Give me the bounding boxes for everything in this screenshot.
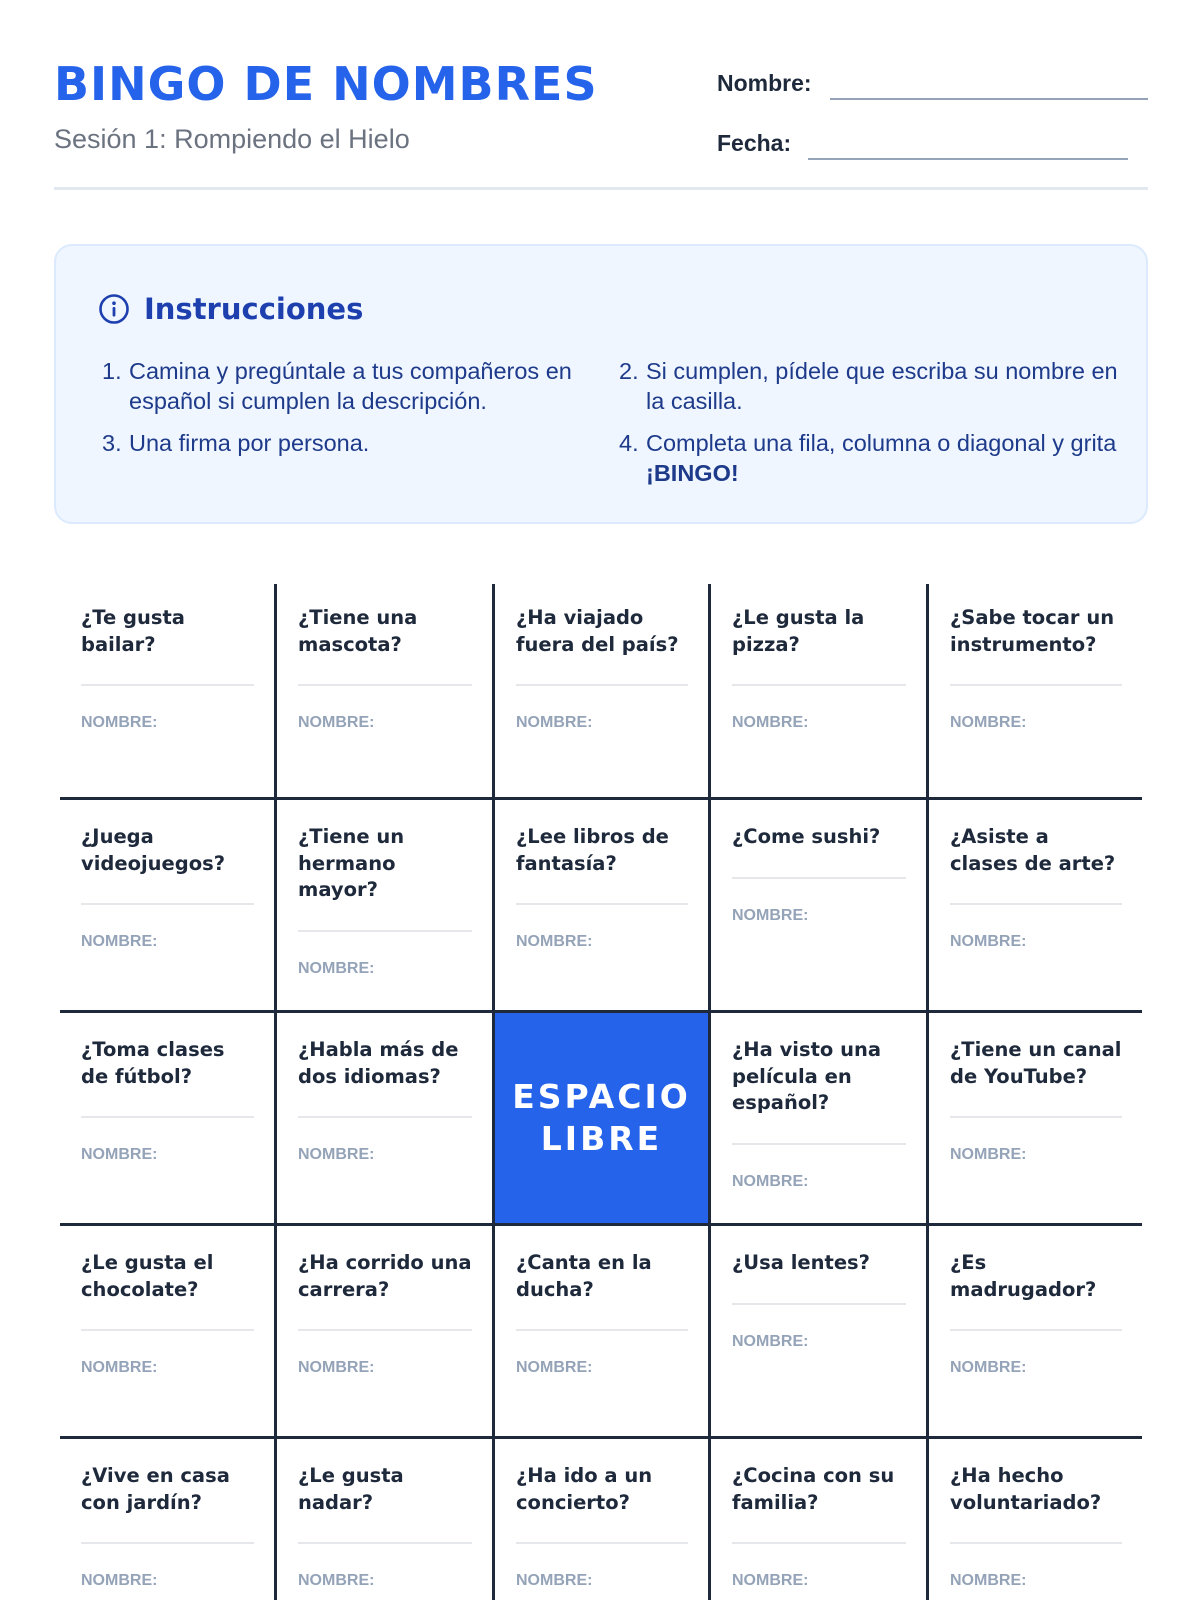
name-signature-field[interactable]: NOMBRE: bbox=[516, 1359, 593, 1376]
bingo-cell[interactable] bbox=[274, 1436, 492, 1600]
bingo-cell[interactable] bbox=[274, 797, 492, 1010]
bingo-question: ¿Ha corrido una carrera? bbox=[298, 1251, 472, 1301]
cell-divider bbox=[732, 1303, 906, 1305]
cell-divider bbox=[81, 1116, 254, 1118]
page-title: BINGO DE NOMBRES bbox=[54, 57, 598, 111]
instruction-text: Si cumplen, pídele que escriba su nombre en la casilla. bbox=[646, 358, 1118, 414]
bingo-question: ¿Juega videojuegos? bbox=[81, 825, 226, 875]
bingo-cell[interactable] bbox=[926, 584, 1142, 797]
bingo-question: ¿Come sushi? bbox=[732, 825, 881, 848]
instructions-title: Instrucciones bbox=[144, 292, 364, 326]
bingo-cell[interactable] bbox=[274, 584, 492, 797]
bingo-emphasis: ¡BINGO! bbox=[646, 460, 739, 486]
name-field[interactable] bbox=[830, 98, 1148, 100]
name-field-label: Nombre: bbox=[717, 70, 812, 96]
bingo-cell[interactable] bbox=[60, 797, 274, 1010]
instruction-text: Una firma por persona. bbox=[129, 430, 370, 456]
name-signature-field[interactable]: NOMBRE: bbox=[298, 1359, 375, 1376]
bingo-cell[interactable] bbox=[492, 797, 708, 1010]
cell-divider bbox=[516, 1329, 688, 1331]
instruction-item bbox=[619, 428, 1119, 488]
bingo-grid bbox=[60, 584, 1142, 1600]
name-signature-field[interactable]: NOMBRE: bbox=[298, 1146, 375, 1163]
bingo-cell[interactable] bbox=[274, 1010, 492, 1223]
cell-divider bbox=[950, 1329, 1122, 1331]
bingo-question: ¿Le gusta la pizza? bbox=[732, 606, 865, 656]
cell-divider bbox=[732, 877, 906, 879]
bingo-question: ¿Tiene un canal de YouTube? bbox=[950, 1038, 1122, 1088]
cell-divider bbox=[298, 684, 472, 686]
bingo-question: ¿Usa lentes? bbox=[732, 1251, 870, 1274]
bingo-question: ¿Cocina con su familia? bbox=[732, 1464, 895, 1514]
name-signature-field[interactable]: NOMBRE: bbox=[950, 1359, 1027, 1376]
name-signature-field[interactable]: NOMBRE: bbox=[732, 1572, 809, 1589]
cell-divider bbox=[732, 1542, 906, 1544]
cell-divider bbox=[950, 684, 1122, 686]
name-signature-field[interactable]: NOMBRE: bbox=[516, 1572, 593, 1589]
cell-divider bbox=[81, 684, 254, 686]
instruction-number: 4. bbox=[619, 430, 639, 456]
name-signature-field[interactable]: NOMBRE: bbox=[732, 906, 809, 924]
cell-divider bbox=[950, 1116, 1122, 1118]
name-signature-field[interactable]: NOMBRE: bbox=[81, 1146, 158, 1163]
name-signature-field[interactable]: NOMBRE: bbox=[516, 933, 593, 950]
name-signature-field[interactable]: NOMBRE: bbox=[950, 933, 1027, 950]
page-subtitle: Sesión 1: Rompiendo el Hielo bbox=[54, 124, 410, 154]
bingo-cell[interactable] bbox=[926, 797, 1142, 1010]
name-signature-field[interactable]: NOMBRE: bbox=[732, 714, 809, 731]
instruction-item bbox=[102, 356, 572, 416]
bingo-cell[interactable] bbox=[492, 584, 708, 797]
bingo-question: ¿Habla más de dos idiomas? bbox=[298, 1038, 459, 1088]
bingo-cell[interactable] bbox=[492, 1436, 708, 1600]
name-signature-field[interactable]: NOMBRE: bbox=[81, 1572, 158, 1589]
cell-divider bbox=[516, 684, 688, 686]
bingo-cell[interactable] bbox=[926, 1436, 1142, 1600]
instruction-number: 3. bbox=[102, 430, 122, 456]
bingo-cell[interactable] bbox=[60, 584, 274, 797]
name-signature-field[interactable]: NOMBRE: bbox=[298, 1572, 375, 1589]
cell-divider bbox=[81, 1542, 254, 1544]
cell-divider bbox=[516, 1542, 688, 1544]
bingo-question: ¿Tiene una mascota? bbox=[298, 606, 418, 656]
instruction-item bbox=[102, 428, 572, 458]
bingo-question: ¿Ha hecho voluntariado? bbox=[950, 1464, 1102, 1514]
instruction-text: Camina y pregúntale a tus compañeros en español si cumplen la descripción. bbox=[129, 358, 572, 414]
name-signature-field[interactable]: NOMBRE: bbox=[81, 1359, 158, 1376]
cell-divider bbox=[516, 903, 688, 905]
bingo-cell[interactable] bbox=[926, 1223, 1142, 1436]
cell-divider bbox=[298, 1329, 472, 1331]
cell-divider bbox=[950, 903, 1122, 905]
name-signature-field[interactable]: NOMBRE: bbox=[516, 714, 593, 731]
bingo-cell[interactable] bbox=[60, 1010, 274, 1223]
name-signature-field[interactable]: NOMBRE: bbox=[298, 959, 375, 977]
instructions-box bbox=[54, 244, 1148, 524]
bingo-cell[interactable] bbox=[274, 1223, 492, 1436]
cell-divider bbox=[950, 1542, 1122, 1544]
name-signature-field[interactable]: NOMBRE: bbox=[950, 714, 1027, 731]
name-signature-field[interactable]: NOMBRE: bbox=[950, 1572, 1027, 1589]
bingo-cell[interactable] bbox=[708, 1436, 926, 1600]
cell-divider bbox=[298, 930, 472, 932]
free-space-cell bbox=[492, 1010, 708, 1223]
name-signature-field[interactable]: NOMBRE: bbox=[732, 1332, 809, 1350]
cell-divider bbox=[81, 903, 254, 905]
date-field[interactable] bbox=[808, 158, 1128, 160]
bingo-question: ¿Lee libros de fantasía? bbox=[516, 825, 669, 875]
instruction-number: 2. bbox=[619, 358, 639, 384]
bingo-question: ¿Canta en la ducha? bbox=[516, 1251, 652, 1301]
header-divider bbox=[54, 187, 1148, 190]
name-signature-field[interactable]: NOMBRE: bbox=[81, 714, 158, 731]
info-icon bbox=[98, 293, 130, 325]
instruction-text: Completa una fila, columna o diagonal y grita bbox=[646, 430, 1117, 456]
name-signature-field[interactable]: NOMBRE: bbox=[81, 933, 158, 950]
bingo-cell[interactable] bbox=[492, 1223, 708, 1436]
cell-divider bbox=[298, 1116, 472, 1118]
bingo-question: ¿Ha ido a un concierto? bbox=[516, 1464, 653, 1514]
bingo-question: ¿Asiste a clases de arte? bbox=[950, 825, 1116, 875]
bingo-question: ¿Tiene un hermano mayor? bbox=[298, 825, 405, 901]
cell-divider bbox=[732, 1143, 906, 1145]
bingo-question: ¿Sabe tocar un instrumento? bbox=[950, 606, 1115, 656]
bingo-cell[interactable] bbox=[708, 584, 926, 797]
instruction-item bbox=[619, 356, 1119, 416]
free-space-label: ESPACIO LIBRE bbox=[512, 1077, 691, 1158]
bingo-question: ¿Ha visto una película en español? bbox=[732, 1038, 882, 1114]
name-signature-field[interactable]: NOMBRE: bbox=[298, 714, 375, 731]
bingo-question: ¿Ha viajado fuera del país? bbox=[516, 606, 679, 656]
name-signature-field[interactable]: NOMBRE: bbox=[950, 1146, 1027, 1163]
bingo-question: ¿Vive en casa con jardín? bbox=[81, 1464, 230, 1514]
bingo-cell[interactable] bbox=[708, 1010, 926, 1223]
bingo-cell[interactable] bbox=[926, 1010, 1142, 1223]
instruction-number: 1. bbox=[102, 358, 122, 384]
cell-divider bbox=[732, 684, 906, 686]
bingo-question: ¿Le gusta nadar? bbox=[298, 1464, 404, 1514]
bingo-cell[interactable] bbox=[60, 1223, 274, 1436]
bingo-question: ¿Le gusta el chocolate? bbox=[81, 1251, 214, 1301]
cell-divider bbox=[81, 1329, 254, 1331]
bingo-question: ¿Te gusta bailar? bbox=[81, 606, 185, 656]
bingo-cell[interactable] bbox=[60, 1436, 274, 1600]
name-signature-field[interactable]: NOMBRE: bbox=[732, 1172, 809, 1190]
cell-divider bbox=[298, 1542, 472, 1544]
bingo-question: ¿Toma clases de fútbol? bbox=[81, 1038, 225, 1088]
date-field-label: Fecha: bbox=[717, 130, 792, 156]
bingo-cell[interactable] bbox=[708, 797, 926, 1010]
bingo-question: ¿Es madrugador? bbox=[950, 1251, 1097, 1301]
bingo-cell[interactable] bbox=[708, 1223, 926, 1436]
